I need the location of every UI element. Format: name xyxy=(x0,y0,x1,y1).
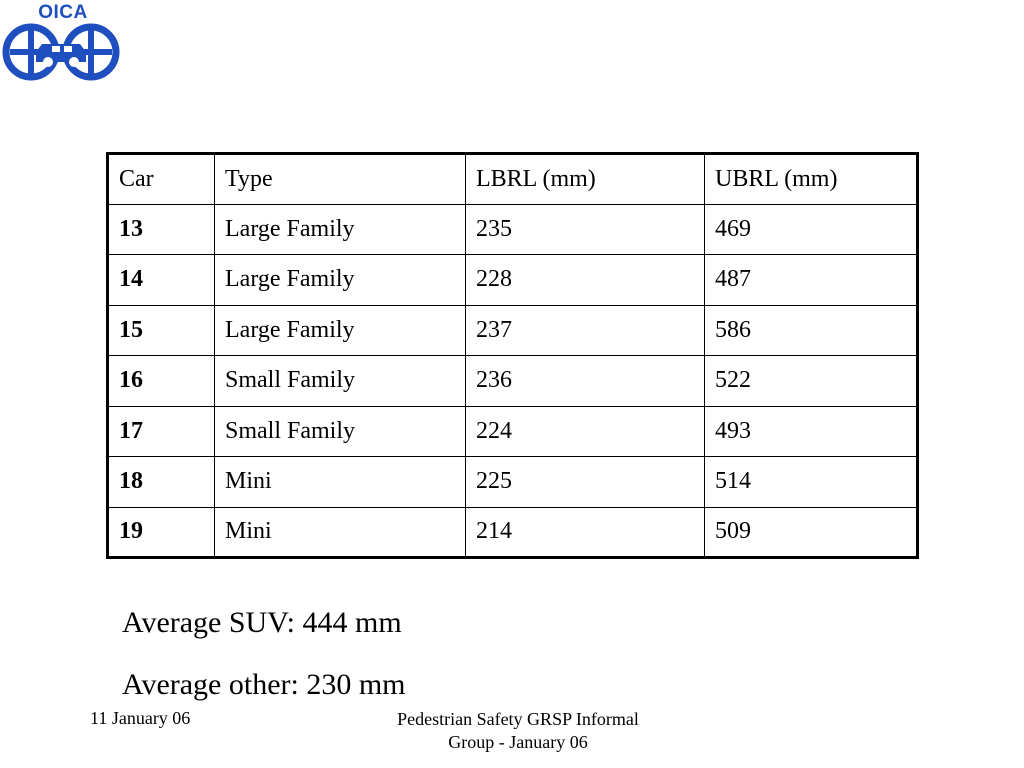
cell-type: Small Family xyxy=(215,406,466,457)
table-row xyxy=(108,356,918,407)
cell-type: Large Family xyxy=(215,204,466,255)
cell-car: 17 xyxy=(108,406,215,457)
table-row xyxy=(108,305,918,356)
average-other-text: Average other: 230 mm xyxy=(122,668,406,701)
car-data-table xyxy=(106,152,919,559)
cell-ubrl: 487 xyxy=(705,255,918,306)
cell-ubrl: 469 xyxy=(705,204,918,255)
header-ubrl: UBRL (mm) xyxy=(705,154,918,205)
cell-car: 13 xyxy=(108,204,215,255)
header-car: Car xyxy=(108,154,215,205)
footer-title xyxy=(368,708,668,754)
cell-lbrl: 224 xyxy=(466,406,705,457)
cell-ubrl: 586 xyxy=(705,305,918,356)
cell-lbrl: 237 xyxy=(466,305,705,356)
table-row xyxy=(108,507,918,558)
logo-text: OICA xyxy=(38,2,88,23)
globe-car-icon xyxy=(2,22,120,82)
footer-title-line1: Pedestrian Safety GRSP Informal xyxy=(397,709,639,729)
cell-lbrl: 235 xyxy=(466,204,705,255)
table-row xyxy=(108,255,918,306)
cell-type: Mini xyxy=(215,457,466,508)
cell-lbrl: 236 xyxy=(466,356,705,407)
table-row xyxy=(108,406,918,457)
header-type: Type xyxy=(215,154,466,205)
cell-ubrl: 514 xyxy=(705,457,918,508)
cell-lbrl: 214 xyxy=(466,507,705,558)
cell-lbrl: 225 xyxy=(466,457,705,508)
cell-car: 19 xyxy=(108,507,215,558)
cell-ubrl: 493 xyxy=(705,406,918,457)
cell-car: 16 xyxy=(108,356,215,407)
cell-ubrl: 509 xyxy=(705,507,918,558)
footer-title-line2: Group - January 06 xyxy=(448,732,588,752)
oica-logo xyxy=(2,2,120,82)
cell-type: Large Family xyxy=(215,255,466,306)
cell-type: Mini xyxy=(215,507,466,558)
cell-car: 14 xyxy=(108,255,215,306)
cell-ubrl: 522 xyxy=(705,356,918,407)
cell-lbrl: 228 xyxy=(466,255,705,306)
car-data-table-container xyxy=(106,152,919,559)
footer-date: 11 January 06 xyxy=(90,708,191,728)
table-header-row xyxy=(108,154,918,205)
cell-car: 15 xyxy=(108,305,215,356)
table-row xyxy=(108,204,918,255)
cell-car: 18 xyxy=(108,457,215,508)
header-lbrl: LBRL (mm) xyxy=(466,154,705,205)
table-row xyxy=(108,457,918,508)
average-suv-text: Average SUV: 444 mm xyxy=(122,606,402,639)
cell-type: Small Family xyxy=(215,356,466,407)
cell-type: Large Family xyxy=(215,305,466,356)
